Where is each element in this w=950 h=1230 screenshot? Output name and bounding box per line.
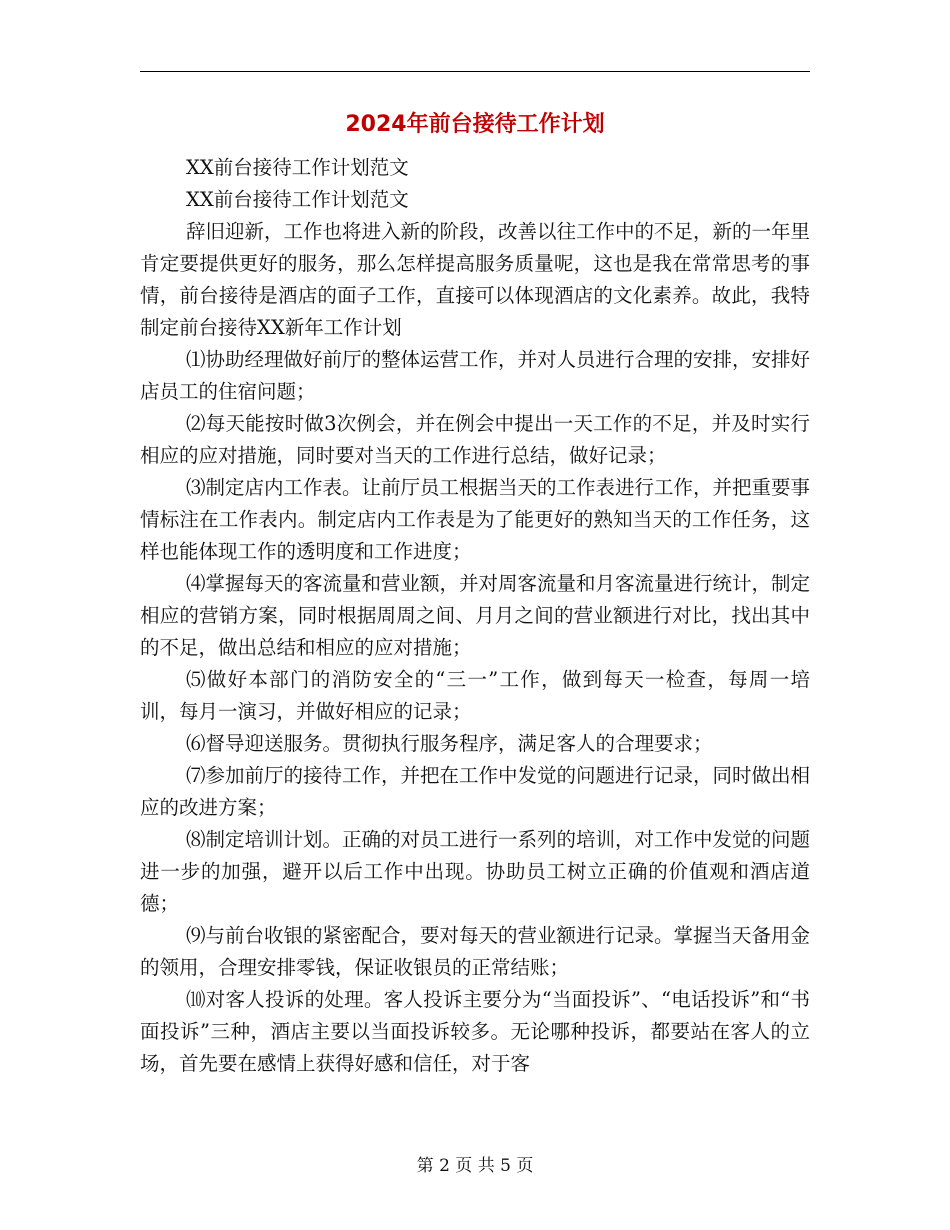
- page-footer: 第 2 页 共 5 页: [416, 1156, 534, 1176]
- header-rule: [140, 71, 810, 72]
- paragraph: ⑴协助经理做好前厅的整体运营工作，并对人员进行合理的安排，安排好店员工的住宿问题；: [140, 348, 811, 403]
- paragraph: XX前台接待工作计划范文: [186, 156, 409, 179]
- paragraph: ⑹督导迎送服务。贯彻执行服务程序，满足客人的合理要求；: [186, 732, 713, 755]
- paragraph: ⑵每天能按时做3次例会，并在例会中提出一天工作的不足，并及时实行相应的应对措施，同时要对当天的工作进行总结，做好记录；: [140, 412, 810, 467]
- document-body: [140, 152, 810, 1080]
- paragraph: ⑷掌握每天的客流量和营业额，并对周客流量和月客流量进行统计，制定相应的营销方案，同时根据周周之间、月月之间的营业额进行对比，找出其中的不足，做出总结和相应的应对措施；: [140, 572, 811, 659]
- paragraph: ⑼与前台收银的紧密配合，要对每天的营业额进行记录。掌握当天备用金的领用，合理安排零钱，保证收银员的正常结账；: [140, 924, 811, 979]
- paragraph: ⑶制定店内工作表。让前厅员工根据当天的工作表进行工作，并把重要事情标注在工作表内。制定店内工作表是为了能更好的熟知当天的工作任务，这样也能体现工作的透明度和工作进度；: [140, 476, 811, 563]
- paragraph: XX前台接待工作计划范文: [186, 188, 409, 211]
- paragraph: 辞旧迎新，工作也将进入新的阶段，改善以往工作中的不足，新的一年里肯定要提供更好的服务，那么怎样提高服务质量呢，这也是我在常常思考的事情，前台接待是酒店的面子工作，直接可以体现酒店的文化素养。故此，我特制定前台接待XX新年工作计划: [140, 220, 811, 339]
- paragraph: ⑺参加前厅的接待工作，并把在工作中发觉的问题进行记录，同时做出相应的改进方案；: [140, 764, 811, 819]
- paragraph: ⑽对客人投诉的处理。客人投诉主要分为“当面投诉”、“电话投诉”和“书面投诉”三种，酒店主要以当面投诉较多。无论哪种投诉，都要站在客人的立场，首先要在感情上获得好感和信任，对于客: [140, 988, 810, 1075]
- paragraph: ⑸做好本部门的消防安全的“三一”工作，做到每天一检查，每周一培训，每月一演习，并做好相应的记录；: [140, 668, 810, 723]
- document-title: 2024年前台接待工作计划: [345, 112, 605, 137]
- paragraph: ⑻制定培训计划。正确的对员工进行一系列的培训，对工作中发觉的问题进一步的加强，避开以后工作中出现。协助员工树立正确的价值观和酒店道德；: [140, 828, 811, 915]
